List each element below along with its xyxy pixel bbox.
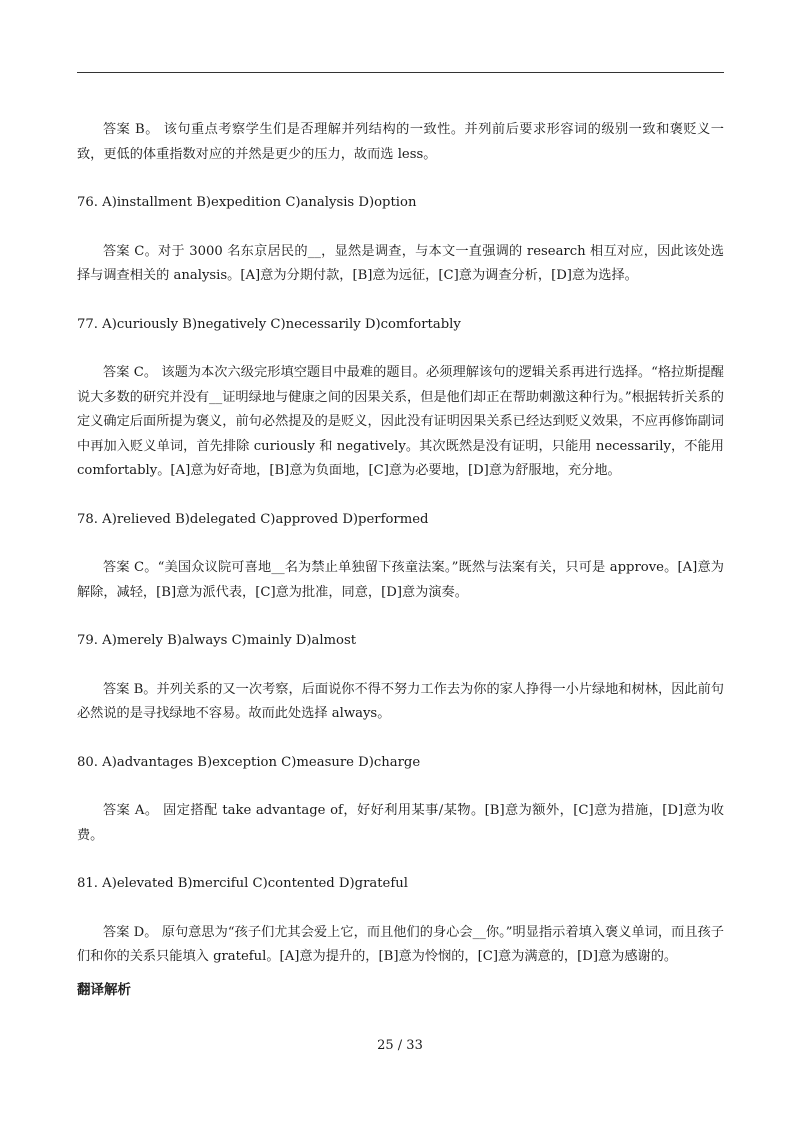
question-line: 81. A)elevated B)merciful C)contented D)grateful — [77, 876, 408, 891]
answer-paragraph: 答案 C。“美国众议院可喜地__名为禁止单独留下孩童法案。”既然与法案有关，只可是 approve。[A]意为解除，减轻，[B]意为派代表，[C]意为批准，同意，[D]意为演奏。 — [77, 560, 724, 600]
answer-paragraph: 答案 B。 该句重点考察学生们是否理解并列结构的一致性。并列前后要求形容词的级别一致和褒贬义一致，更低的体重指数对应的并然是更少的压力，故而选 less。 — [77, 122, 724, 162]
page-number: 25 / 33 — [377, 1038, 423, 1053]
answer-paragraph: 答案 A。 固定搭配 take advantage of，好好利用某事/某物。[B]意为额外，[C]意为措施，[D]意为收费。 — [77, 803, 724, 843]
header-rule — [77, 72, 724, 73]
answer-paragraph: 答案 D。 原句意思为“孩子们尤其会爱上它，而且他们的身心会__你。”明显指示着填入褒义单词，而且孩子们和你的关系只能填入 grateful。[A]意为提升的，[B]意为怜悯的，[C]意为满意的，[D]意为感谢的。 — [77, 924, 724, 964]
question-line: 79. A)merely B)always C)mainly D)almost — [77, 633, 357, 648]
section-heading: 翻译解析 — [77, 981, 131, 998]
answer-paragraph: 答案 C。 该题为本次六级完形填空题目中最难的题目。必须理解该句的逻辑关系再进行选择。“格拉斯提醒说大多数的研究并没有__证明绿地与健康之间的因果关系，但是他们却正在帮助刺激这种行为。”根据转折关系的定义确定后面所提为褒义，前句必然提及的是贬义，因此没有证明因果关系已经达到贬义效果，不应再修饰副词中再加入贬义单词，首先排除 curiously 和 negatively。其次既然是没有证明，只能用 necessarily，不能用 comfortably。[A]意为好奇地，[B]意为负面地，[C]意为必要地，[D]意为舒服地，充分地。 — [77, 365, 724, 478]
question-line: 78. A)relieved B)delegated C)approved D)performed — [77, 511, 429, 527]
document-body — [77, 118, 724, 1002]
question-line: 80. A)advantages B)exception C)measure D)charge — [77, 754, 421, 770]
answer-paragraph: 答案 B。并列关系的又一次考察，后面说你不得不努力工作去为你的家人挣得一小片绿地和树林，因此前句必然说的是寻找绿地不容易。故而此处选择 always。 — [77, 681, 724, 721]
question-line: 76. A)installment B)expedition C)analysis D)option — [77, 195, 417, 210]
answer-paragraph: 答案 C。对于 3000 名东京居民的__，显然是调查，与本文一直强调的 research 相互对应，因此该处选择与调查相关的 analysis。[A]意为分期付款，[B]意为远征，[C]意为调查分析，[D]意为选择。 — [77, 243, 724, 283]
question-line: 77. A)curiously B)negatively C)necessarily D)comfortably — [77, 316, 461, 332]
